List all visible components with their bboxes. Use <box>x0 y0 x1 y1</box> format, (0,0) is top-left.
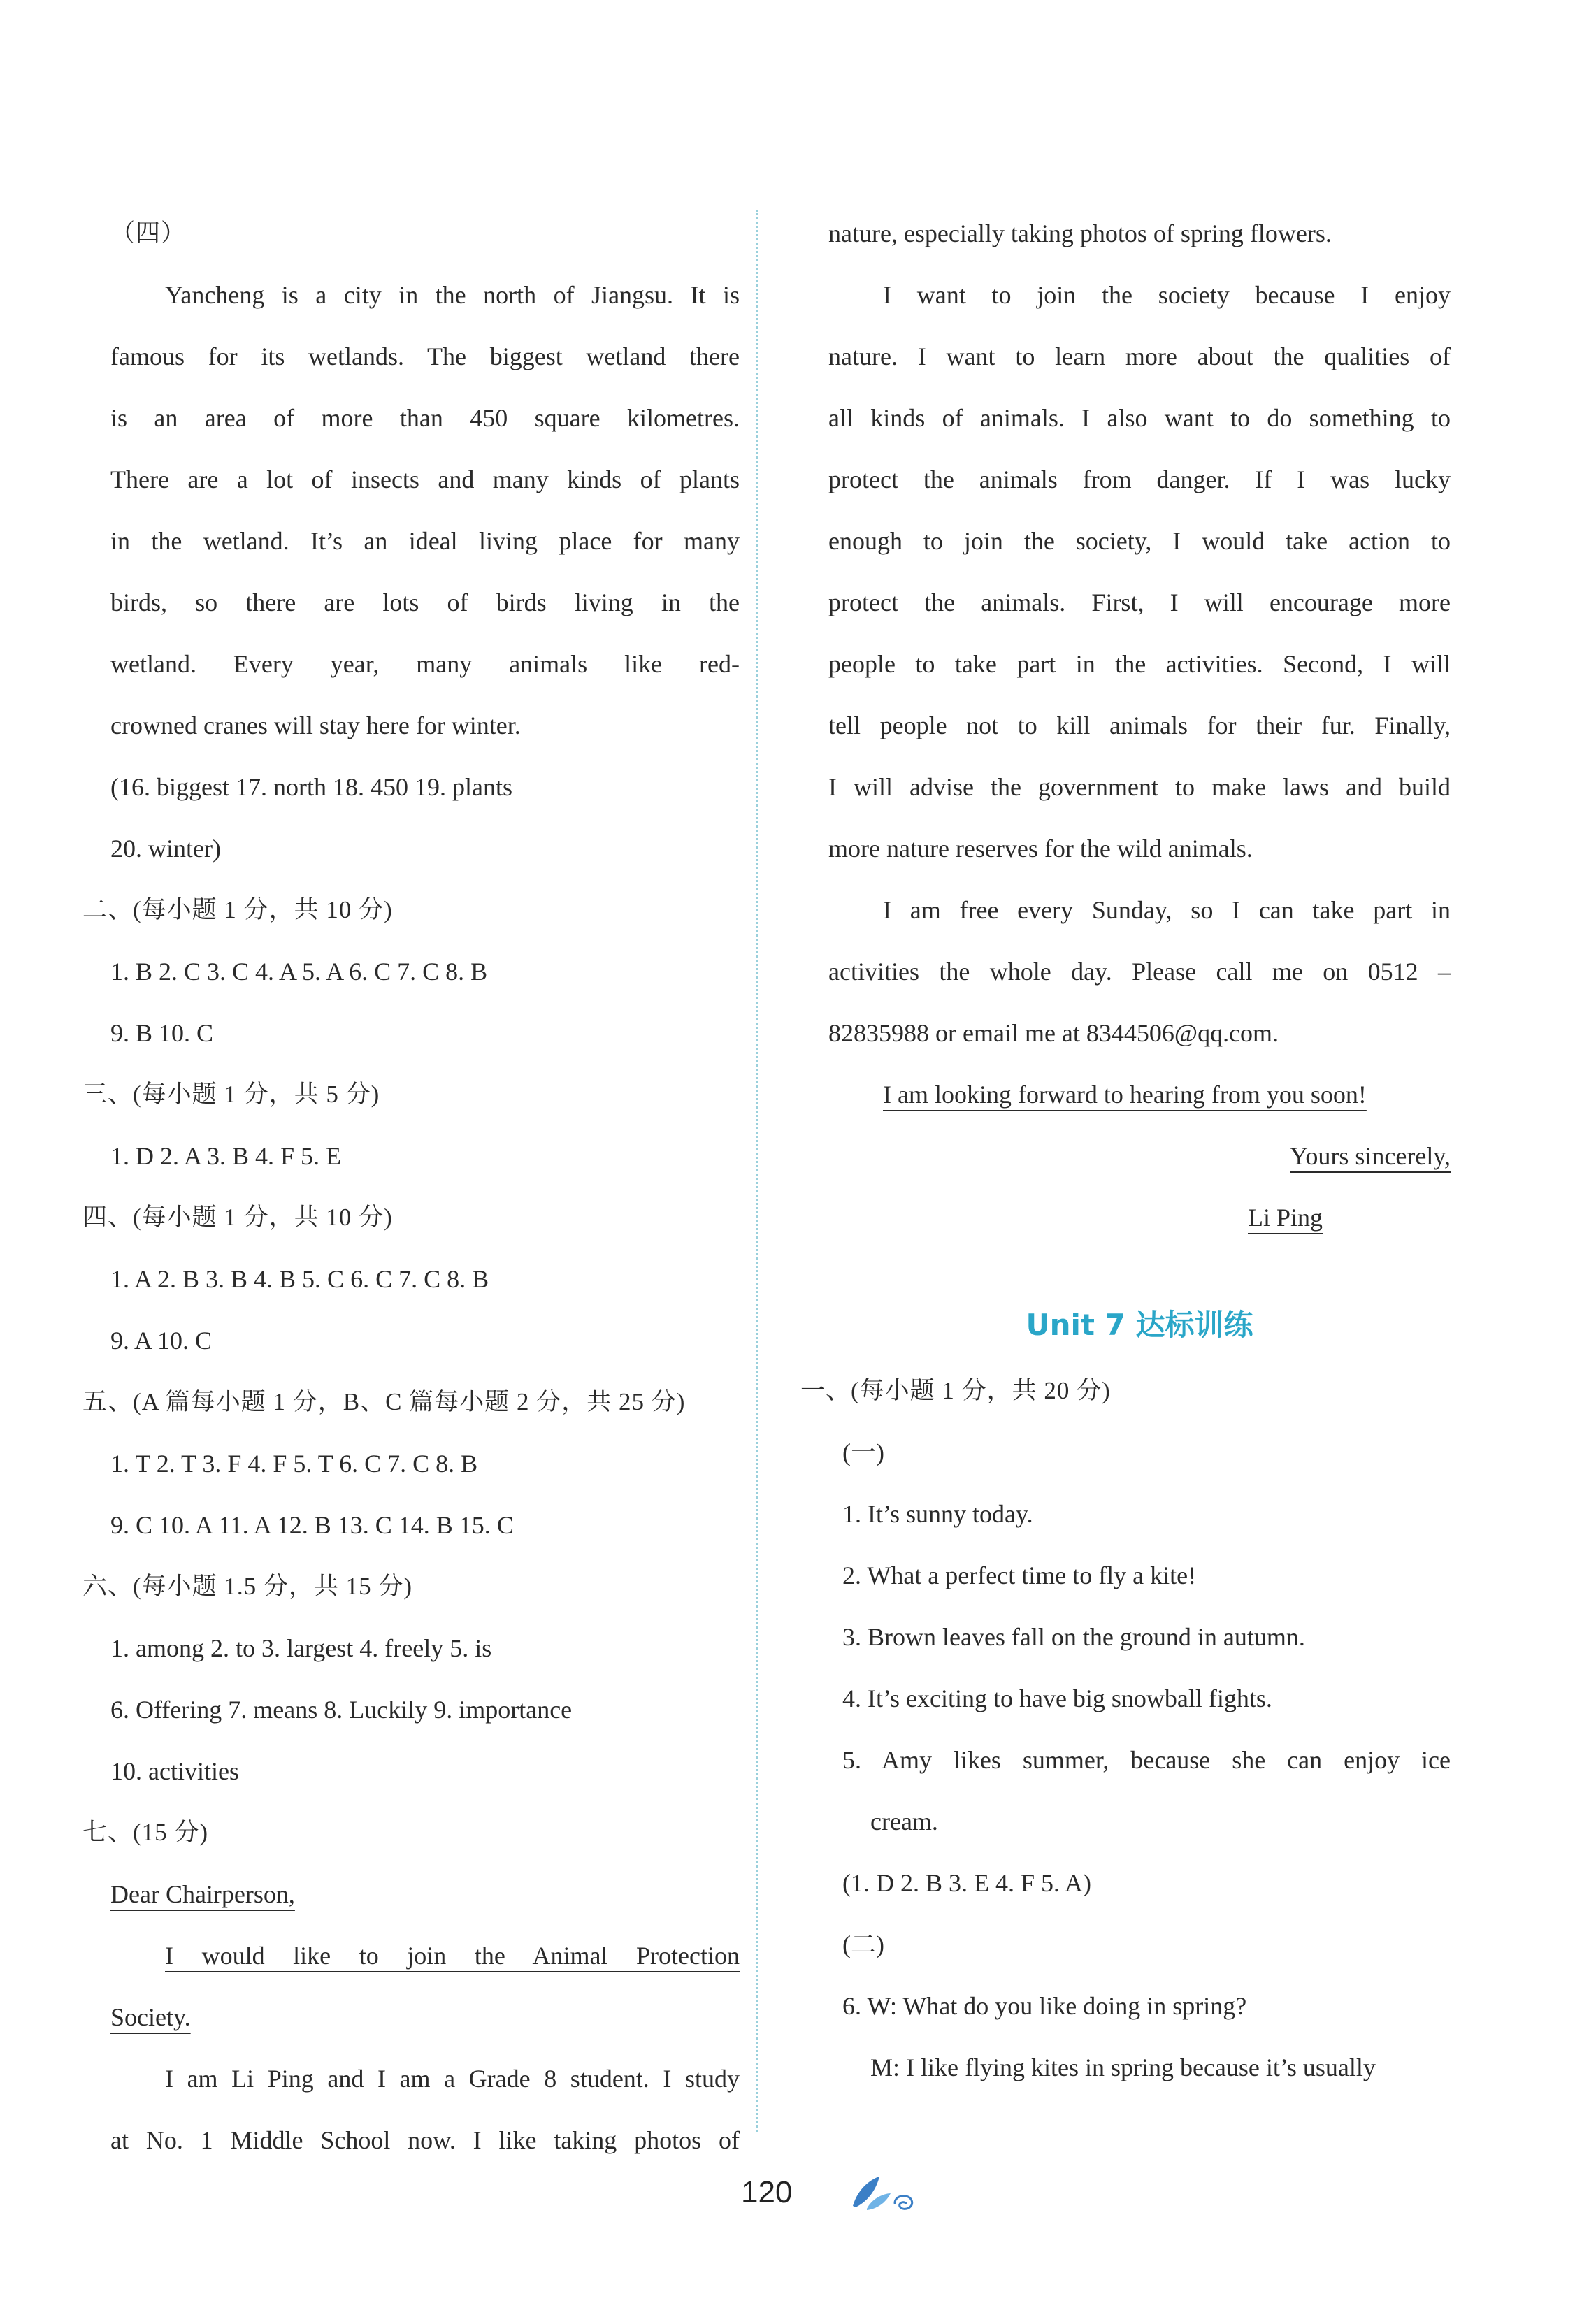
letter-opening-line <box>110 1986 740 2048</box>
section-two-header: 二、(每小题 1 分，共 10 分) <box>82 896 393 923</box>
letter-body-line: protect the animals. First, I will encourage more <box>828 589 1451 616</box>
passage-line: There are a lot of insects and many kinds of plants <box>110 465 740 493</box>
section-three-answers: 1. D 2. A 3. B 4. F 5. E <box>110 1142 342 1170</box>
letter-body-line: I will advise the government to make laws and build <box>828 773 1451 801</box>
passage-line: wetland. Every year, many animals like red- <box>110 650 740 678</box>
section-one-header: 一、(每小题 1 分，共 20 分) <box>800 1377 1111 1404</box>
listening-item: 1. It’s sunny today. <box>842 1500 1033 1528</box>
section-five-answers: 1. T 2. T 3. F 4. F 5. T 6. C 7. C 8. B <box>110 1450 478 1478</box>
answers-16-20-line2: 20. winter) <box>110 835 221 863</box>
letter-body-line: people to take part in the activities. Second, I will <box>828 650 1451 678</box>
sign-off-text: Yours sincerely, <box>1290 1142 1451 1170</box>
section-five-answers: 9. C 10. A 11. A 12. B 13. C 14. B 15. C <box>110 1511 514 1539</box>
passage-line: in the wetland. It’s an ideal living place for many <box>110 527 740 555</box>
letter-sign-off <box>828 1125 1451 1187</box>
letter-closing-line <box>828 1064 1451 1125</box>
letter-body-line: 82835988 or email me at 8344506@qq.com. <box>828 1019 1279 1047</box>
section-seven-header: 七、(15 分) <box>82 1819 209 1846</box>
section-label-four: （四） <box>110 219 187 247</box>
listening-item-continued: cream. <box>870 1807 938 1835</box>
letter-body-line: enough to join the society, I would take action to <box>828 527 1451 555</box>
letter-signature <box>828 1187 1451 1248</box>
leaf-swirl-icon <box>846 2172 923 2214</box>
passage-line: is an area of more than 450 square kilometres. <box>110 404 740 432</box>
section-five-header: 五、(A 篇每小题 1 分，B、C 篇每小题 2 分，共 25 分) <box>82 1388 686 1415</box>
section-two-answers: 1. B 2. C 3. C 4. A 5. A 6. C 7. C 8. B <box>110 958 488 986</box>
letter-body-line: tell people not to kill animals for their fur. Finally, <box>828 712 1451 739</box>
section-three-header: 三、(每小题 1 分，共 5 分) <box>82 1081 380 1108</box>
letter-body-line: activities the whole day. Please call me on 0512 – <box>828 958 1451 986</box>
section-four-answers: 1. A 2. B 3. B 4. B 5. C 6. C 7. C 8. B <box>110 1265 489 1293</box>
letter-opening-line: I would like to join the Animal Protection <box>165 1942 740 1970</box>
dialogue-reply: M: I like flying kites in spring because it’s usually <box>870 2054 1376 2081</box>
listening-item: 5. Amy likes summer, because she can enjoy ice <box>842 1746 1451 1774</box>
section-four-answers: 9. A 10. C <box>110 1327 213 1355</box>
letter-salutation <box>110 1863 740 1925</box>
closing-line-text: I am looking forward to hearing from you soon! <box>883 1081 1367 1109</box>
section-six-answers: 10. activities <box>110 1757 239 1785</box>
letter-body-line: all kinds of animals. I also want to do something to <box>828 404 1451 432</box>
letter-body-line: at No. 1 Middle School now. I like taking photos of <box>110 2126 740 2154</box>
part-two-label: (二) <box>842 1930 884 1958</box>
letter-body-line: nature, especially taking photos of spring flowers. <box>828 219 1332 247</box>
letter-body-line: protect the animals from danger. If I was lucky <box>828 465 1451 493</box>
letter-body-line: I am Li Ping and I am a Grade 8 student. I study <box>165 2065 740 2093</box>
letter-body-line: more nature reserves for the wild animals. <box>828 835 1253 863</box>
section-six-header: 六、(每小题 1.5 分，共 15 分) <box>82 1573 413 1600</box>
letter-body-line: nature. I want to learn more about the qualities of <box>828 342 1451 370</box>
unit-title: Unit 7 达标训练 <box>1026 1308 1253 1342</box>
section-four-header: 四、(每小题 1 分，共 10 分) <box>82 1204 393 1231</box>
passage-line: crowned cranes will stay here for winter. <box>110 712 521 739</box>
listening-item: 4. It’s exciting to have big snowball fights. <box>842 1684 1272 1712</box>
part-one-label: (一) <box>842 1438 884 1466</box>
passage-line: Yancheng is a city in the north of Jiangsu. It is <box>165 281 740 309</box>
signature-text: Li Ping <box>1248 1204 1323 1232</box>
passage-line: birds, so there are lots of birds living in the <box>110 589 740 616</box>
right-column <box>800 203 1451 2098</box>
letter-opening-end: Society. <box>110 2003 191 2031</box>
salutation-text: Dear Chairperson, <box>110 1880 295 1908</box>
letter-body-line: I am free every Sunday, so I can take part in <box>883 896 1451 924</box>
passage-line: famous for its wetlands. The biggest wetland there <box>110 342 740 370</box>
page-number: 120 <box>741 2175 793 2209</box>
listening-item: 2. What a perfect time to fly a kite! <box>842 1561 1197 1589</box>
column-divider <box>756 210 758 2132</box>
section-two-answers: 9. B 10. C <box>110 1019 214 1047</box>
answers-16-20-line1: (16. biggest 17. north 18. 450 19. plants <box>110 773 512 801</box>
section-six-answers: 1. among 2. to 3. largest 4. freely 5. is <box>110 1634 492 1662</box>
dialogue-question: 6. W: What do you like doing in spring? <box>842 1992 1247 2020</box>
section-six-answers: 6. Offering 7. means 8. Luckily 9. importance <box>110 1696 573 1724</box>
part-one-answers: (1. D 2. B 3. E 4. F 5. A) <box>842 1869 1092 1897</box>
reading-passage <box>110 264 740 756</box>
listening-item: 3. Brown leaves fall on the ground in autumn. <box>842 1623 1305 1651</box>
left-column <box>82 203 740 2171</box>
letter-body-line: I want to join the society because I enjoy <box>883 281 1451 309</box>
